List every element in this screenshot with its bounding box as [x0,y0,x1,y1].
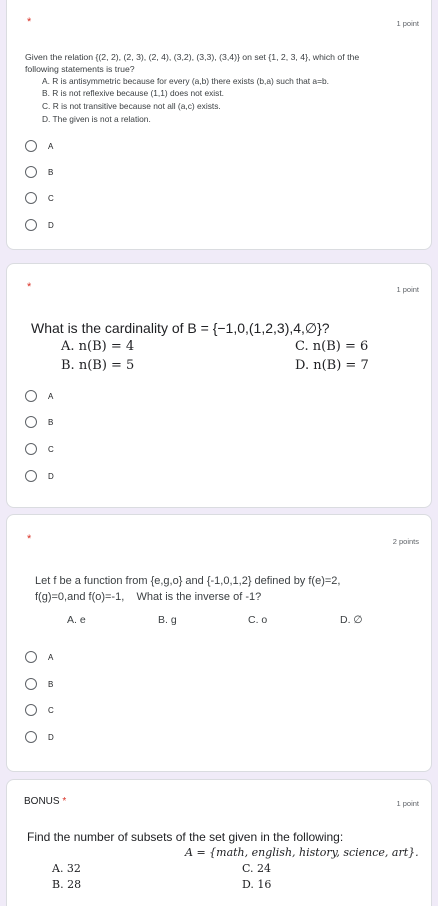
radio-button[interactable] [25,470,37,482]
radio-button[interactable] [25,443,37,455]
statement-a: A. R is antisymmetric because for every (a,b) there exists (b,a) such that a=b. [42,76,329,86]
choice-b: B. n(B) = 5 [61,358,135,373]
choice-c: C. n(B) = 6 [295,339,369,354]
radio-button[interactable] [25,140,37,152]
radio-button[interactable] [25,166,37,178]
radio-button[interactable] [25,731,37,743]
choice-b: B. 28 [52,878,82,891]
choice-c: C. 24 [242,862,272,875]
points-label: 1 point [396,19,419,28]
question-text [25,51,425,75]
option-label: B [48,167,54,177]
question-text: What is the cardinality of B = {−1,0,(1,2,3),4,∅}? [31,320,330,336]
option-label: B [48,679,54,689]
choice-d: D. ∅ [340,614,363,626]
choice-a: A. n(B) = 4 [61,339,135,354]
radio-button[interactable] [25,678,37,690]
bonus-label: BONUS [24,796,60,807]
statement-c: C. R is not transitive because not all (a,c) exists. [42,101,221,111]
question-text [35,573,340,605]
option-a[interactable] [25,387,53,405]
option-label: B [48,417,54,427]
question-text-line: Given the relation {(2, 2), (2, 3), (2, 4), (3,2), (3,3), (3,4)} on set {1, 2, 3, 4}, which of the [25,52,360,62]
radio-button[interactable] [25,219,37,231]
radio-button[interactable] [25,651,37,663]
option-label: D [48,471,54,481]
option-label: C [48,193,54,203]
set-expression: A = {math, english, history, science, art}. [185,846,419,859]
option-b[interactable] [25,413,53,431]
option-a[interactable] [25,648,53,666]
question-card-4 [6,779,432,906]
choice-b: B. g [158,614,177,626]
option-d[interactable] [25,216,54,234]
statement-d: D. The given is not a relation. [42,114,151,124]
choice-a: A. 32 [52,862,81,875]
option-label: A [48,391,54,401]
radio-button[interactable] [25,704,37,716]
radio-button[interactable] [25,192,37,204]
option-d[interactable] [25,467,54,485]
option-b[interactable] [25,675,53,693]
choice-a: A. e [67,614,86,626]
option-label: D [48,732,54,742]
question-title [24,796,66,807]
option-c[interactable] [25,189,54,207]
points-label: 1 point [396,799,419,808]
question-card-3 [6,514,432,772]
choice-d: D. 16 [242,878,272,891]
required-asterisk: * [62,796,67,807]
option-c[interactable] [25,701,54,719]
question-text-line: following statements is true? [25,64,135,74]
option-c[interactable] [25,440,54,458]
question-text: Find the number of subsets of the set given in the following: [27,830,344,844]
option-label: A [48,652,54,662]
question-card-1 [6,0,432,250]
question-text-line: Let f be a function from {e,g,o} and {-1,0,1,2} defined by f(e)=2, [35,575,341,587]
points-label: 1 point [396,285,419,294]
option-label: C [48,705,54,715]
option-d[interactable] [25,728,54,746]
choice-c: C. o [248,614,268,626]
option-a[interactable] [25,137,53,155]
points-label: 2 points [392,537,419,546]
option-label: D [48,220,54,230]
option-label: C [48,444,54,454]
radio-button[interactable] [25,390,37,402]
statement-b: B. R is not reflexive because (1,1) does not exist. [42,88,225,98]
required-asterisk: * [27,16,32,28]
option-label: A [48,141,54,151]
option-b[interactable] [25,163,53,181]
question-text-line: f(g)=0,and f(o)=-1, What is the inverse of -1? [35,591,262,603]
choice-d: D. n(B) = 7 [295,358,369,373]
question-card-2 [6,263,432,508]
required-asterisk: * [27,533,32,545]
radio-button[interactable] [25,416,37,428]
required-asterisk: * [27,281,32,293]
